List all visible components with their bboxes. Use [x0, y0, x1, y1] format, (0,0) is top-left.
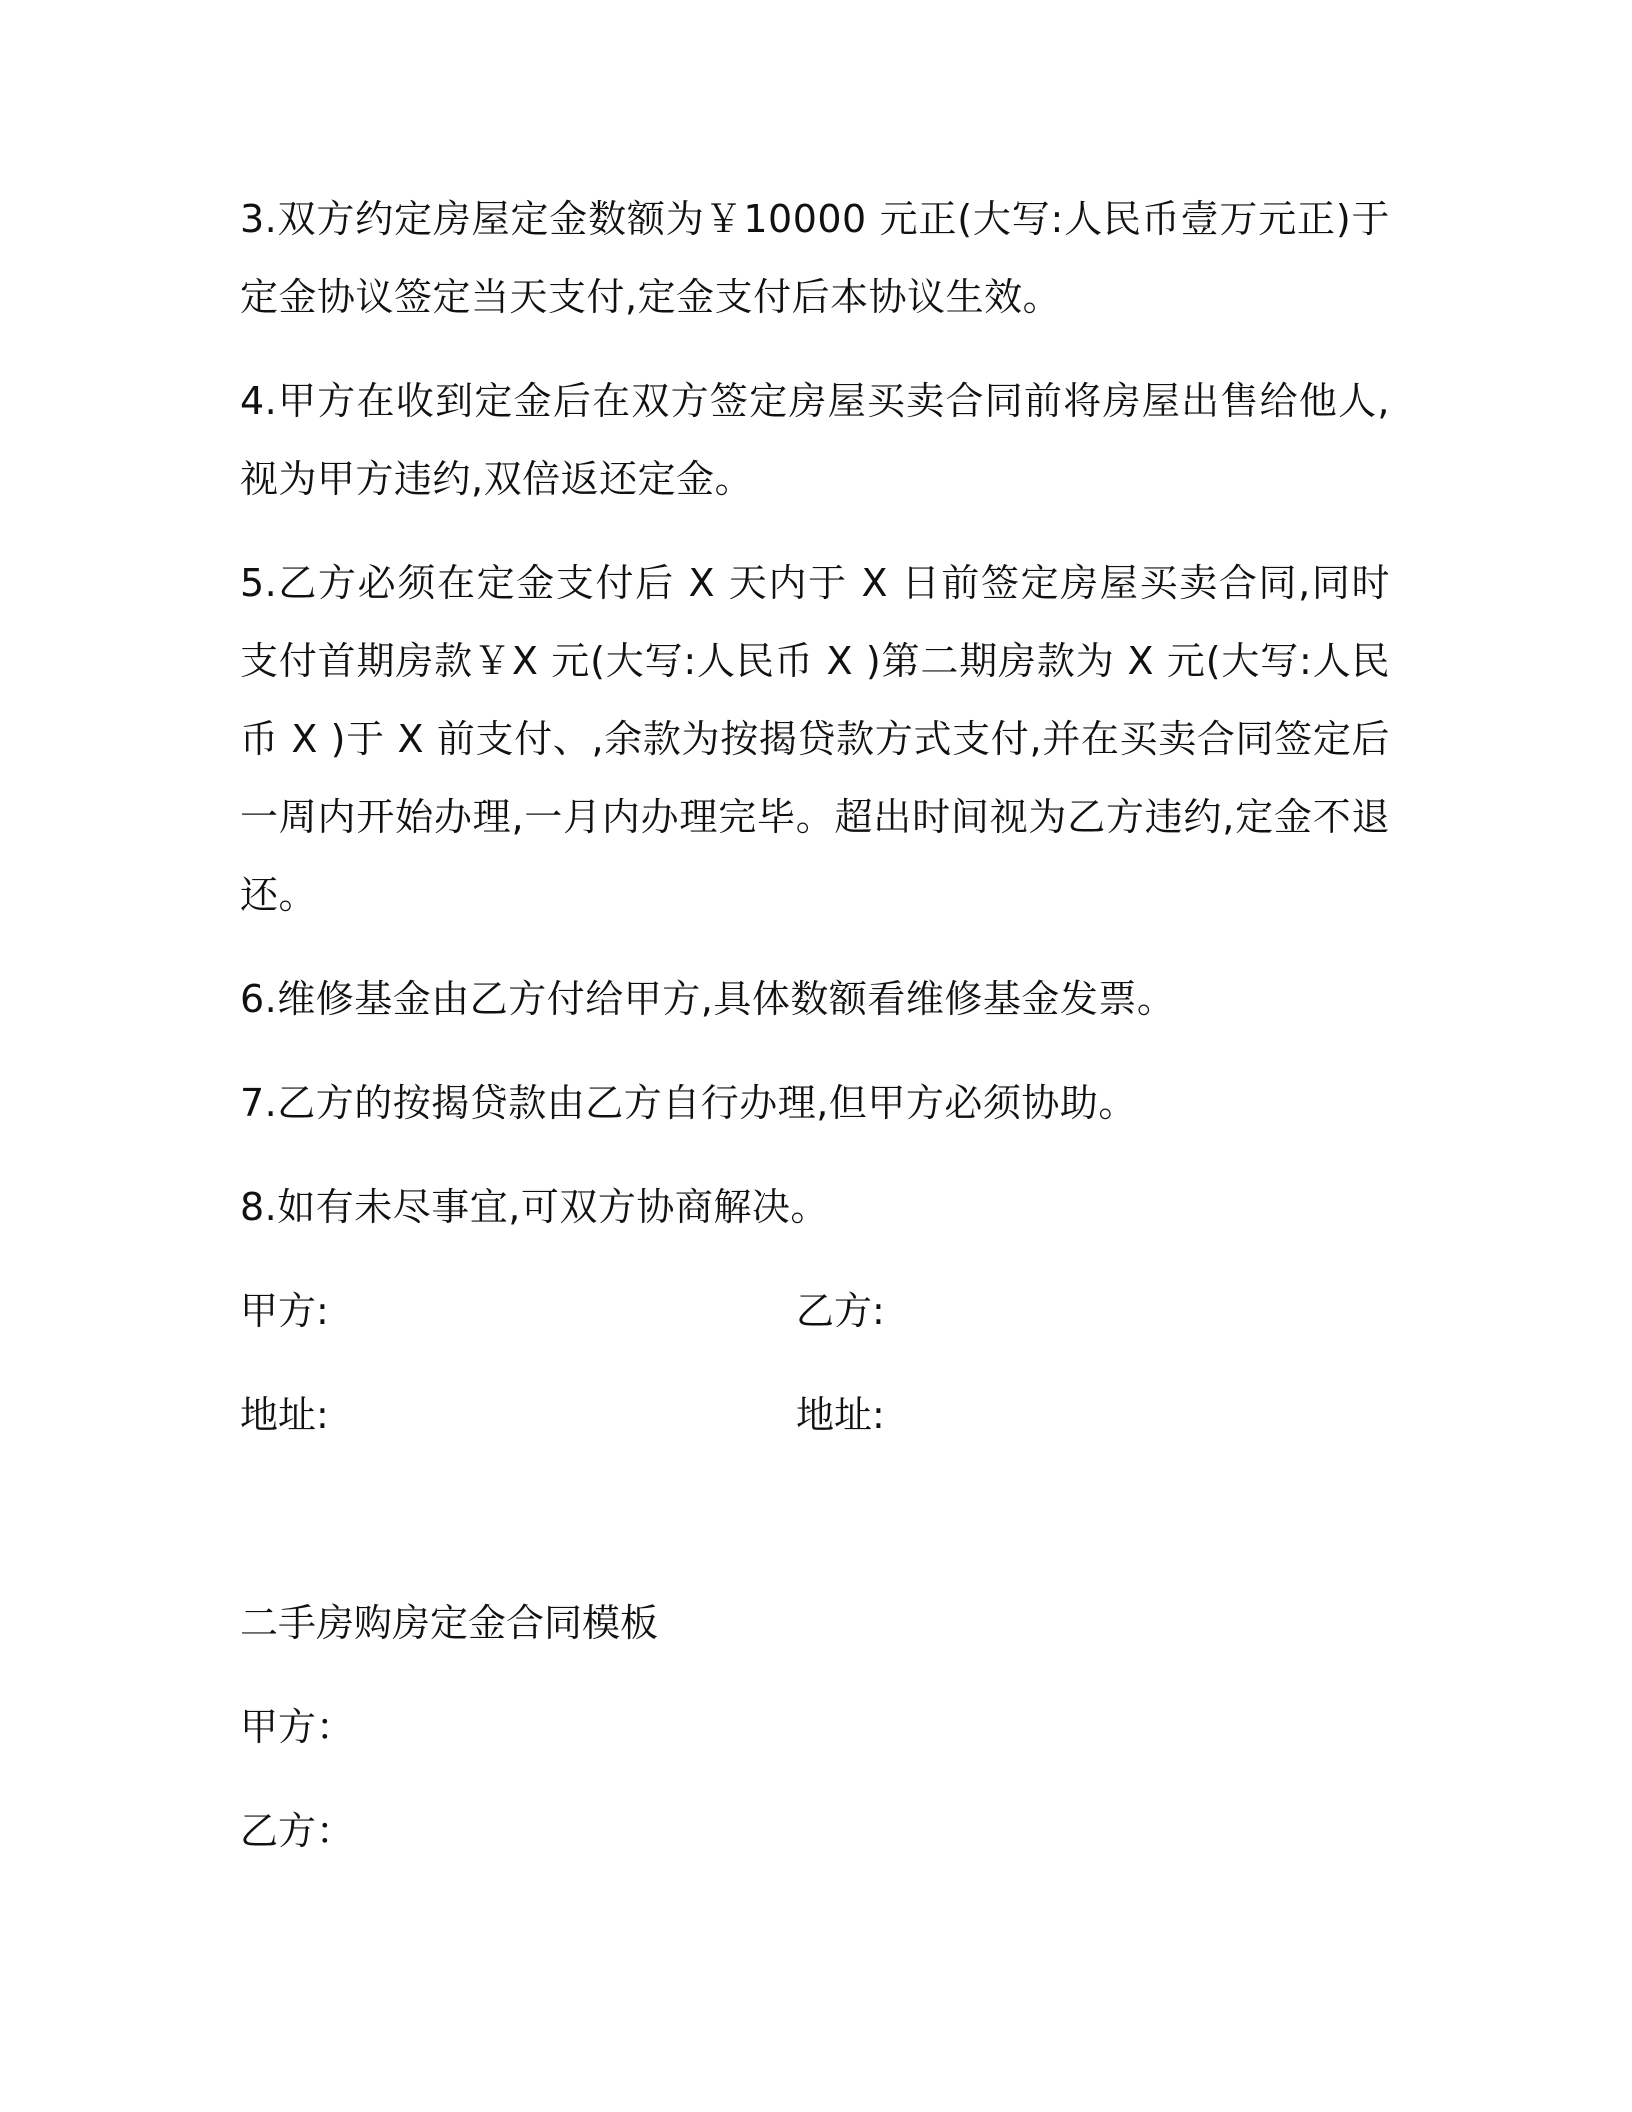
section-spacer	[240, 1480, 1390, 1584]
template-title: 二手房购房定金合同模板	[240, 1601, 659, 1645]
template-party-a: 甲方：	[240, 1705, 355, 1749]
clause-8: 8.如有未尽事宜,可双方协商解决。	[240, 1185, 829, 1229]
party-b-address-label: 地址:	[796, 1393, 885, 1437]
signature-address-row	[240, 1376, 1390, 1454]
party-a-address-label: 地址:	[240, 1393, 329, 1437]
party-b-signature-label: 乙方:	[796, 1289, 885, 1333]
clause-5: 5.乙方必须在定金支付后 X 天内于 X 日前签定房屋买卖合同,同时支付首期房款￥X 元(大写:人民币 X )第二期房款为 X 元(大写:人民币 X )于 X 前支付、,余款为按揭贷款方式支付,并在买卖合同签定后一周内开始办理,一月内办理完毕。超出时间视为乙方违约,定金不退还。	[240, 561, 1390, 917]
template-party-b: 乙方：	[240, 1809, 355, 1853]
clause-6: 6.维修基金由乙方付给甲方,具体数额看维修基金发票。	[240, 977, 1176, 1021]
clause-3: 3.双方约定房屋定金数额为￥10000 元正(大写:人民币壹万元正)于定金协议签定当天支付,定金支付后本协议生效。	[240, 197, 1390, 319]
clause-4: 4.甲方在收到定金后在双方签定房屋买卖合同前将房屋出售给他人,视为甲方违约,双倍返还定金。	[240, 379, 1390, 501]
document-body	[240, 180, 1390, 1896]
signature-party-row	[240, 1272, 1390, 1350]
party-a-signature-label: 甲方:	[240, 1289, 329, 1333]
clause-7: 7.乙方的按揭贷款由乙方自行办理,但甲方必须协助。	[240, 1081, 1137, 1125]
